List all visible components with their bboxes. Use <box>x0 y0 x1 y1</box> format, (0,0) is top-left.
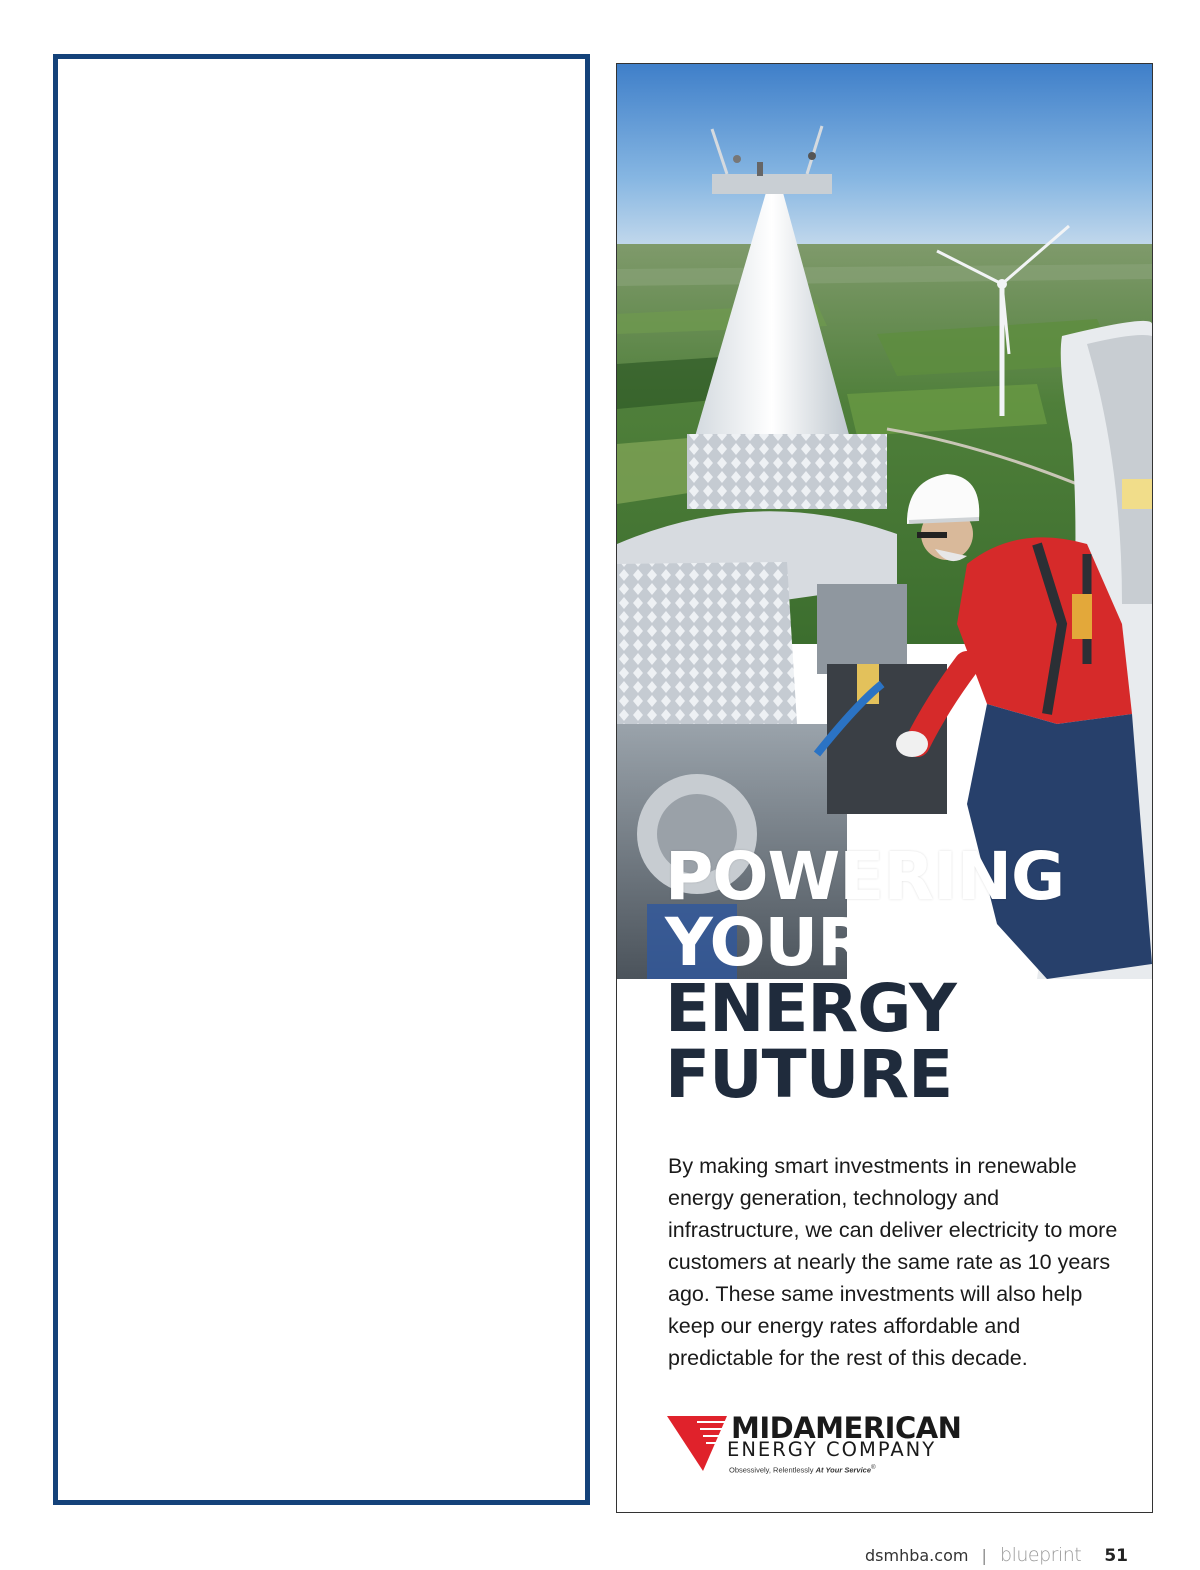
logo-tagline <box>729 1463 876 1475</box>
blank-ad-frame <box>53 54 590 1505</box>
midamerican-logo <box>667 1413 967 1473</box>
headline-line-3: ENERGY <box>665 970 956 1047</box>
logo-company-subtitle: ENERGY COMPANY <box>727 1438 937 1461</box>
footer-separator: | <box>981 1546 987 1565</box>
logo-tagline-prefix: Obsessively, Relentlessly <box>729 1465 814 1475</box>
midamerican-ad <box>616 63 1153 1513</box>
headline-line-1: POWERING <box>665 838 1065 915</box>
ad-headline <box>665 838 1065 1113</box>
logo-tagline-mark: ® <box>871 1464 876 1471</box>
midamerican-flag-icon <box>667 1416 729 1472</box>
ad-body-copy: By making smart investments in renewable energy generation, technology and infrastructure, we can deliver electricity to more customers at nearly the same rate as 10 years ago. These same investments will also help keep our energy rates affordable and predictable for the rest of this decade. <box>668 1154 1118 1370</box>
headline-line-4: FUTURE <box>665 1036 953 1113</box>
footer-page-number: 51 <box>1104 1546 1128 1566</box>
footer-site-link[interactable]: dsmhba.com <box>865 1546 969 1565</box>
logo-tagline-emphasis: At Your Service <box>815 1465 872 1475</box>
footer-magazine-name: blueprint <box>1000 1544 1082 1566</box>
logo-company-name: MIDAMERICAN <box>731 1411 962 1445</box>
page-footer <box>865 1544 1128 1570</box>
headline-line-2: YOUR <box>665 904 867 981</box>
